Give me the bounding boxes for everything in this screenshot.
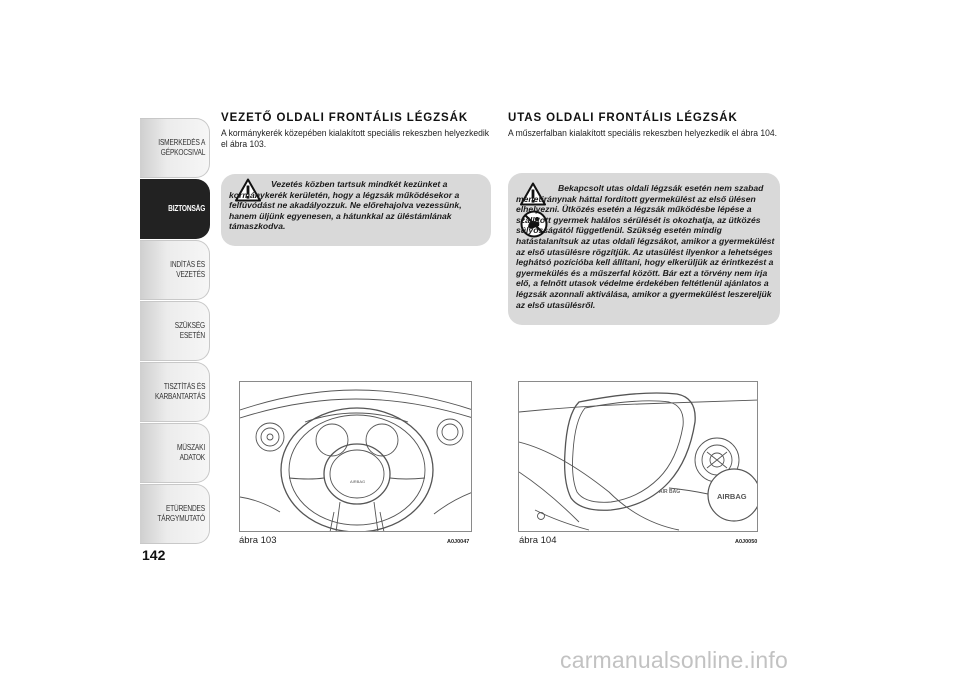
airbag-big-label: AIRBAG [717,492,747,501]
steering-wheel-illustration [240,382,472,532]
passenger-airbag-section [508,111,783,139]
watermark: carmanualsonline.info [560,647,788,673]
tab-szukseg[interactable] [140,301,210,361]
page-number: 142 [142,547,166,563]
warning-text: Bekapcsolt utas oldali légzsák esetén nem szabad menetiránynak háttal fordított gyermekülést az első ülésen elhelyezni. Ütközés esetén a légzsák működésbe lépése a szállított gyermek halálos sérülését is okozhatja, az ütközés súlyosságától függetlenül. Szükség esetén mindig hatástalanítsuk az utas oldali légzsákot, amikor a gyermekülést az első utasülésre rögzítjük. Az utasülést ilyenkor a lehetséges leghátsó pozícióba kell állítani, hogy elkerüljük az érintkezést a gyermekülés és a műszerfal között. Bár ezt a törvény nem írja elő, a felnőtt utasok védelme érdekében feltétlenül ajánlatos a légzsák azonnali aktiválása, amikor a gyermekülést leszereljük az első utasülésről. [516,183,775,310]
driver-airbag-section [221,111,491,150]
driver-warning-box [221,174,491,246]
tab-label: SZÜKSÉG ESETÉN [174,321,205,340]
figure-steering-wheel [239,381,472,532]
tab-muszaki[interactable] [140,423,210,483]
tab-label: ISMERKEDÉS A GÉPKOCSIVAL [158,138,205,157]
section-body: A kormánykerék közepében kialakított speciális rekeszben helyezkedik el ábra 103. [221,128,490,150]
tab-label: MŰSZAKI ADATOK [176,443,205,462]
airbag-label: AIRBAG [350,479,366,484]
tab-ismerkedes[interactable] [140,118,210,178]
figure-caption: ábra 104 [519,535,557,546]
tab-tisztitas[interactable] [140,362,210,422]
tab-label: BIZTONSÁG [167,204,205,213]
section-heading: UTAS OLDALI FRONTÁLIS LÉGZSÁK [508,112,738,124]
passenger-warning-box [508,173,780,325]
passenger-airbag-illustration [519,382,758,532]
section-heading: VEZETŐ OLDALI FRONTÁLIS LÉGZSÁK [221,112,469,124]
warning-text: Vezetés közben tartsuk mindkét kezünket a kormánykerék kerületén, hogy a légzsák működésekor a felfúvódást ne akadályozzuk. Ne előrehajolva vezessünk, hanem üljünk egyenesen, a hátunkkal az üléstámlának támaszkodva. [229,179,462,232]
figure-caption: ábra 103 [239,535,277,546]
tab-label: ETŰRENDES TÁRGYMUTATÓ [157,504,205,523]
tab-label: INDÍTÁS ÉS VEZETÉS [170,260,205,279]
figure-code: A0J0047 [447,539,470,545]
tab-biztonsag[interactable] [140,179,210,239]
tab-inditas[interactable] [140,240,210,300]
tab-targymutato[interactable] [140,484,210,544]
figure-passenger-airbag [518,381,758,532]
figure-code: A0J0050 [735,539,758,545]
airbag-small-label: AIR BAG [659,489,681,495]
tab-label: TISZTÍTÁS ÉS KARBANTARTÁS [154,382,205,401]
section-body: A műszerfalban kialakított speciális rekeszben helyezkedik el ábra 104. [508,128,778,139]
